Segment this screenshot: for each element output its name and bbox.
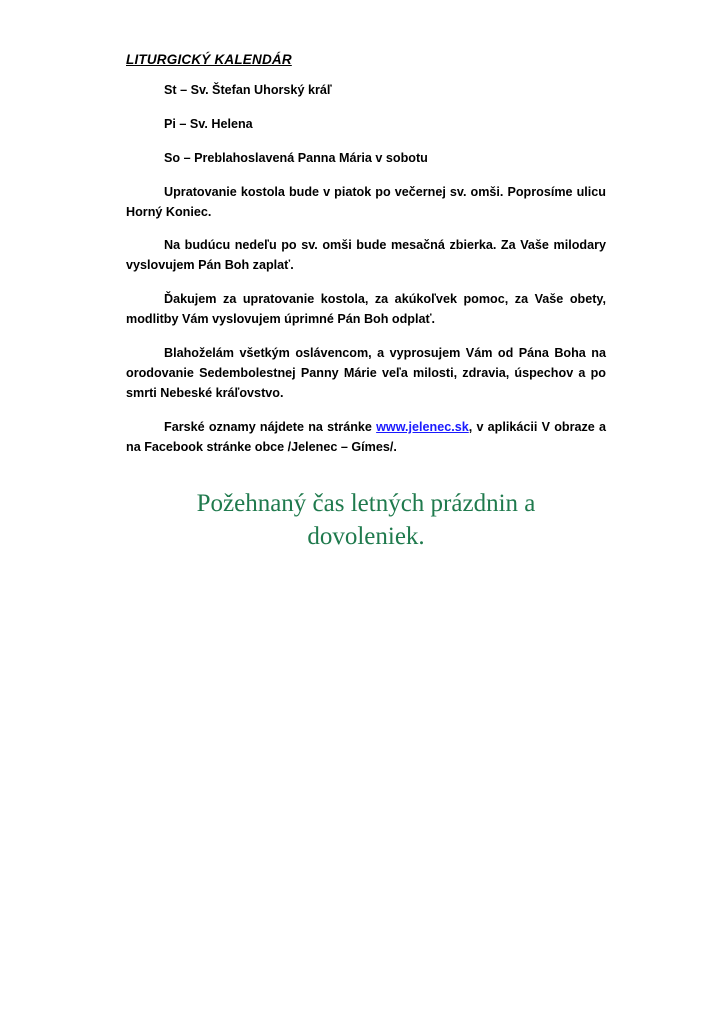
website-link[interactable]: www.jelenec.sk — [376, 419, 469, 434]
closing-greeting: Požehnaný čas letných prázdnin a dovoleniek. — [196, 490, 536, 551]
body-paragraph: Ďakujem za upratovanie kostola, za akúkoľvek pomoc, za Vaše obety, modlitby Vám vyslovujem úprimné Pán Boh odplať. — [126, 292, 606, 327]
page-title: LITURGICKÝ KALENDÁR — [126, 52, 292, 67]
calendar-item: St – Sv. Štefan Uhorský kráľ — [164, 83, 332, 97]
announcement-prefix: Farské oznamy nájdete na stránke — [164, 419, 377, 434]
body-paragraph: Na budúcu nedeľu po sv. omši bude mesačná zbierka. Za Vaše milodary vyslovujem Pán Boh zaplať. — [126, 238, 606, 273]
calendar-item: So – Preblahoslavená Panna Mária v sobotu — [164, 150, 428, 165]
calendar-item: Pi – Sv. Helena — [164, 116, 253, 131]
body-paragraph: Blahoželám všetkým oslávencom, a vyprosujem Vám od Pána Boha na orodovanie Sedembolestnej Panny Márie veľa milosti, zdravia, úspechov a po smrti Nebeské kráľovstvo. — [126, 346, 606, 400]
announcement-paragraph — [126, 418, 606, 458]
announcement-suffix: , v aplikácii V obraze a na Facebook stránke obce /Jelenec – Gímes/. — [126, 419, 606, 454]
body-paragraph: Upratovanie kostola bude v piatok po večernej sv. omši. Poprosíme ulicu Horný Koniec. — [126, 184, 606, 219]
